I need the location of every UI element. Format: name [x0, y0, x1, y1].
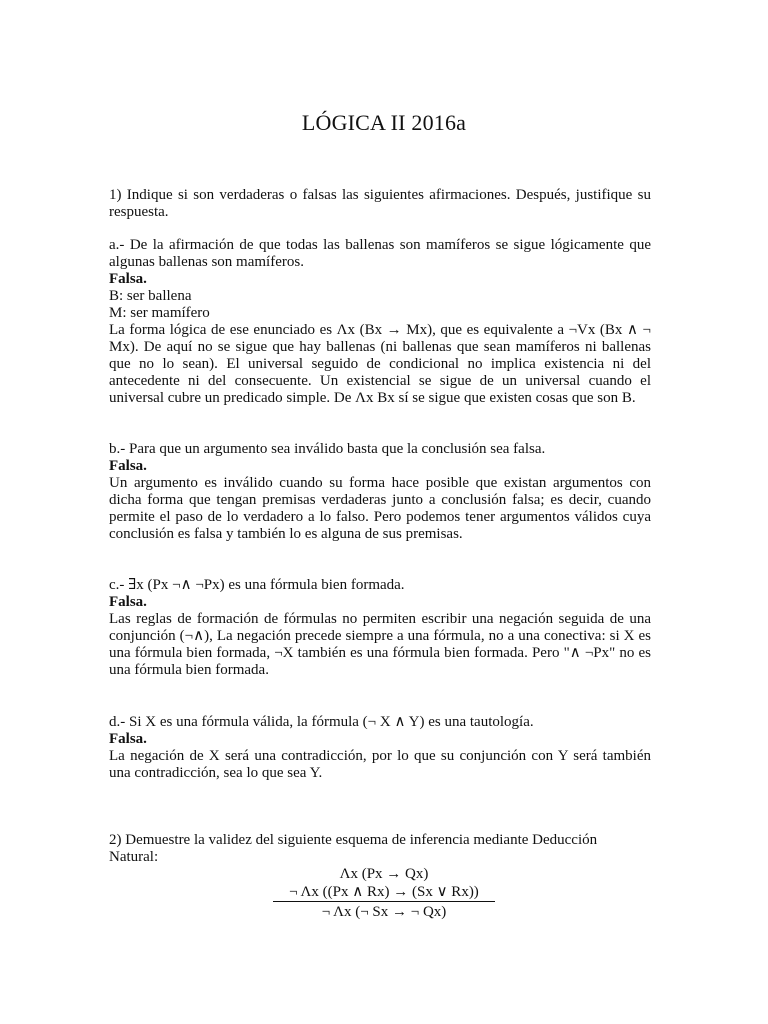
question-1-prompt: 1) Indique si son verdaderas o falsas las siguientes afirmaciones. Después, justifique su respuesta.: [109, 187, 651, 220]
item-a-answer: La forma lógica de ese enunciado es Λx (Bx → Mx), que es equivalente a ¬Vx (Bx ∧ ¬ Mx). De aquí no se sigue que hay ballenas (ni ballenas que sean mamíferos ni ballenas que no lo sean). El universal seguido de condicional no implica existencia ni del antecedente ni del consecuente. Un existencial se sigue de un universal cuando el universal cubre un predicado simple. De Λx Bx sí se sigue que existen cosas que son B.: [109, 322, 651, 406]
question-2-prompt: 2) Demuestre la validez del siguiente esquema de inferencia mediante Deducción Natural:: [109, 832, 598, 865]
premise-2: ¬ Λx ((Px ∧ Rx) → (Sx ∨ Rx)): [289, 884, 479, 900]
item-c-verdict: Falsa.: [109, 594, 147, 610]
item-b-verdict: Falsa.: [109, 458, 147, 474]
document-title: LÓGICA II 2016a: [301, 110, 467, 135]
item-a-definition-b: B: ser ballena: [109, 288, 192, 304]
item-b-statement: b.- Para que un argumento sea inválido basta que la conclusión sea falsa.: [109, 441, 546, 457]
item-c-answer: Las reglas de formación de fórmulas no permiten escribir una negación seguida de una conjunción (¬∧), La negación precede siempre a una fórmula, no a una conectiva: si X es una fórmula bien formada, ¬X también es una fórmula bien formada. Pero "∧ ¬Px" no es una fórmula bien formada.: [109, 611, 651, 678]
premise-1: Λx (Px → Qx): [339, 866, 429, 882]
item-d-statement: d.- Si X es una fórmula válida, la fórmula (¬ X ∧ Y) es una tautología.: [109, 714, 534, 730]
item-a-statement: a.- De la afirmación de que todas las ballenas son mamíferos se sigue lógicamente que algunas ballenas son mamíferos.: [109, 237, 651, 270]
document-page: [109, 0, 659, 1024]
item-a-verdict: Falsa.: [109, 271, 147, 287]
item-d-answer: La negación de X será una contradicción, por lo que su conjunción con Y será también una contradicción, sea lo que sea Y.: [109, 748, 651, 781]
conclusion: ¬ Λx (¬ Sx → ¬ Qx): [321, 904, 447, 920]
item-a-definition-m: M: ser mamífero: [109, 305, 210, 321]
item-b: [109, 441, 651, 543]
inference-line: [273, 901, 495, 902]
item-b-answer: Un argumento es inválido cuando su forma hace posible que existan argumentos con dicha forma que tengan premisas verdaderas junto a conclusión falsa; es decir, cuando permite el paso de lo verdadero a lo falso. Pero podemos tener argumentos válidos cuya conclusión es falsa y también lo es alguna de sus premisas.: [109, 475, 651, 542]
item-d: [109, 714, 651, 782]
item-a-body: [109, 271, 651, 407]
item-c-statement: c.- ∃x (Px ¬∧ ¬Px) es una fórmula bien formada.: [109, 577, 405, 593]
item-d-verdict: Falsa.: [109, 731, 147, 747]
item-c: [109, 577, 651, 679]
